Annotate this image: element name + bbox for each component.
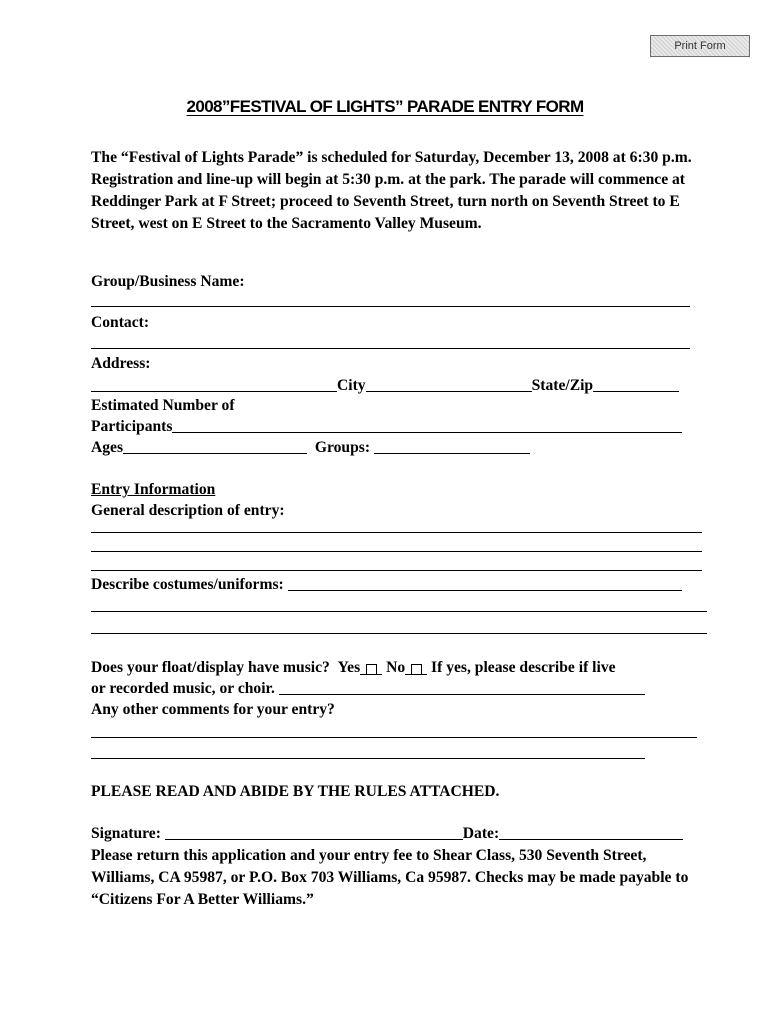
signature-field[interactable]: [165, 825, 463, 840]
signature-row: [91, 824, 683, 844]
entry-information-heading: Entry Information: [91, 481, 216, 498]
rules-notice: PLEASE READ AND ABIDE BY THE RULES ATTACHED.: [91, 783, 500, 800]
contact-label: Contact:: [91, 314, 150, 331]
groups-label: Groups:: [314, 439, 371, 456]
signature-label: Signature:: [91, 825, 161, 842]
music-row: [91, 658, 616, 678]
groups-field[interactable]: [374, 439, 530, 454]
general-description-label: General description of entry:: [91, 502, 285, 519]
costumes-field[interactable]: [288, 576, 682, 591]
costumes-line-3[interactable]: [91, 633, 707, 634]
no-blank: [405, 660, 427, 675]
costumes-label: Describe costumes/uniforms:: [91, 576, 284, 593]
comments-line-1[interactable]: [91, 737, 697, 738]
general-description-line-1[interactable]: [91, 532, 702, 533]
music-line2-label: or recorded music, or choir.: [91, 680, 275, 697]
participants-row: [91, 417, 682, 437]
music-question: Does your float/display have music?: [91, 659, 330, 676]
comments-line-2[interactable]: [91, 758, 645, 759]
ages-field[interactable]: [123, 439, 307, 454]
intro-paragraph: The “Festival of Lights Parade” is scheduled for Saturday, December 13, 2008 at 6:30 p.m. Registration and line-up will begin at 5:30 p.m. at the park. The parade will commence at Reddinger Park at F Street; proceed to Seventh Street, turn north on Seventh Street to E Street, west on E Street to the Sacramento Valley Museum.: [91, 149, 692, 232]
participants-label: Participants: [91, 418, 173, 435]
yes-checkbox[interactable]: [366, 664, 377, 675]
state-zip-label: State/Zip: [531, 377, 594, 394]
no-checkbox[interactable]: [411, 664, 422, 675]
music-line2-row: [91, 679, 645, 699]
date-field[interactable]: [499, 825, 683, 840]
yes-blank: [360, 660, 382, 675]
return-instructions: Please return this application and your entry fee to Shear Class, 530 Seventh Street, Williams, CA 95987, or P.O. Box 703 Williams, Ca 95987. Checks may be made payable to “Citizens For A Better Williams.”: [91, 847, 689, 908]
music-description-field[interactable]: [279, 680, 645, 695]
page-title: 2008”FESTIVAL OF LIGHTS” PARADE ENTRY FORM: [186, 97, 584, 116]
date-label: Date:: [462, 825, 500, 842]
yes-label: Yes: [337, 659, 361, 676]
general-description-line-3[interactable]: [91, 570, 702, 571]
address-label: Address:: [91, 355, 151, 372]
costumes-row: [91, 575, 682, 595]
group-name-field[interactable]: [91, 306, 690, 307]
estimated-label: Estimated Number of: [91, 397, 235, 414]
comments-label: Any other comments for your entry?: [91, 701, 335, 718]
print-form-button[interactable]: Print Form: [650, 35, 750, 57]
group-name-label: Group/Business Name:: [91, 273, 245, 290]
music-describe-label: If yes, please describe if live: [431, 659, 616, 676]
ages-label: Ages: [91, 439, 124, 456]
city-label: City: [337, 377, 366, 394]
costumes-line-2[interactable]: [91, 611, 707, 612]
ages-row: [91, 438, 530, 458]
no-label: No: [386, 659, 406, 676]
address-row: [91, 376, 679, 396]
state-zip-field[interactable]: [593, 377, 679, 392]
city-field[interactable]: [366, 377, 532, 392]
general-description-line-2[interactable]: [91, 551, 702, 552]
participants-field[interactable]: [172, 418, 682, 433]
contact-field[interactable]: [91, 348, 690, 349]
address-field[interactable]: [91, 377, 337, 392]
